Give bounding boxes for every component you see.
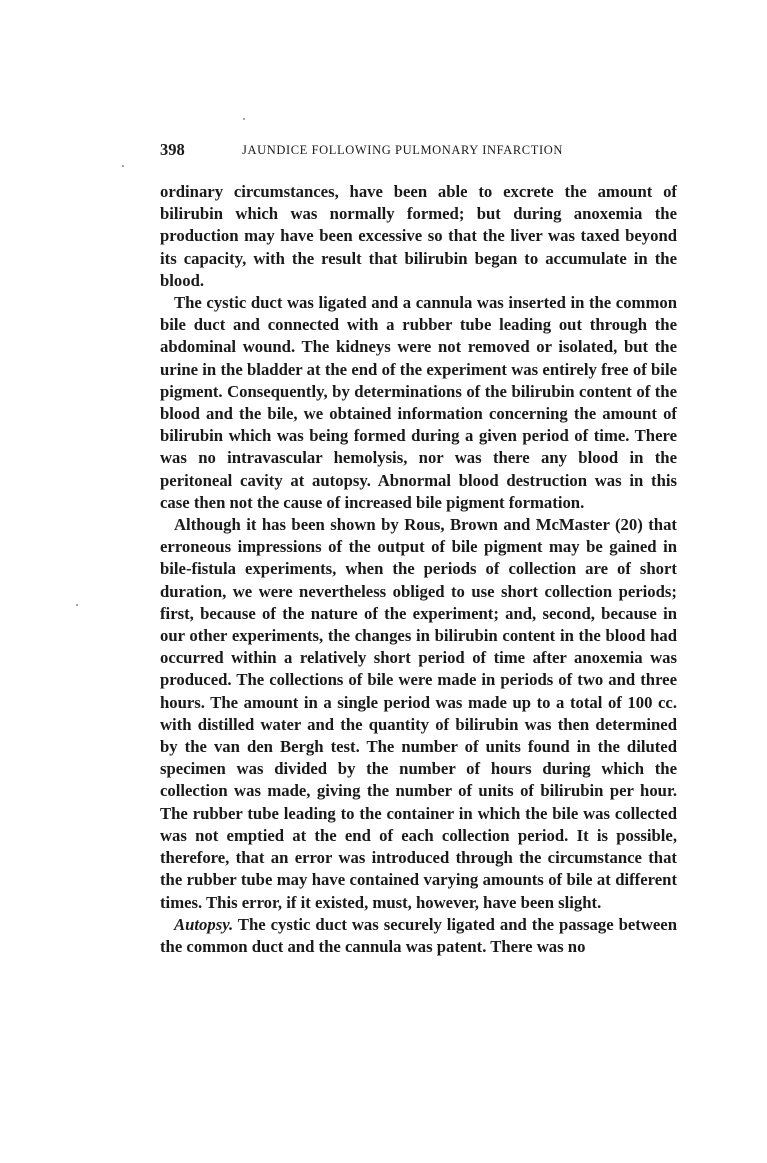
- paragraph: The cystic duct was ligated and a cannula was inserted in the common bile duct and connected with a rubber tube leading out through the abdominal wound. The kidneys were not removed or isolated, but the urine in the bladder at the end of the experiment was entirely free of bile pigment. Consequently, by determinations of the bilirubin content of the blood and the bile, we obtained information concerning the amount of bilirubin which was being formed during a given period of time. There was no intravascular hemolysis, nor was there any blood in the peritoneal cavity at autopsy. Abnormal blood destruction was in this case then not the cause of increased bile pigment formation.: [160, 293, 677, 512]
- paragraph: Although it has been shown by Rous, Brown and McMaster (20) that erroneous impressions of the output of bile pigment may be gained in bile-fistula experiments, when the periods of collection are of short duration, we were nevertheless obliged to use short collection periods; first, because of the nature of the experiment; and, second, because in our other experiments, the changes in bilirubin content in the blood had occurred within a relatively short period of time after anoxemia was produced. The collections of bile were made in periods of two and three hours. The amount in a single period was made up to a total of 100 cc. with distilled water and the quantity of bilirubin was then determined by the van den Bergh test. The number of units found in the diluted specimen was divided by the number of hours during which the collection was made, giving the number of units of bilirubin per hour. The rubber tube leading to the container in which the bile was collected was not emptied at the end of each collection period. It is possible, therefore, that an error was introduced through the circumstance that the rubber tube may have contained varying amounts of bile at different times. This error, if it existed, must, however, have been slight.: [160, 515, 677, 912]
- paragraph: Autopsy. The cystic duct was securely ligated and the passage between the common duct and the cannula was patent. There was no: [160, 914, 677, 956]
- section-lead: Autopsy.: [174, 914, 234, 934]
- running-title: JAUNDICE FOLLOWING PULMONARY INFARCTION: [242, 143, 563, 157]
- scan-speck: [243, 118, 245, 120]
- scan-speck: [76, 604, 78, 606]
- paragraph: ordinary circumstances, have been able to excrete the amount of bilirubin which was normally formed; but during anoxemia the production may have been excessive so that the liver was taxed beyond its capacity, with the result that bilirubin began to accumulate in the blood.: [160, 182, 677, 290]
- page-header: [160, 140, 680, 164]
- page-number: 398: [160, 140, 185, 159]
- body-text: [160, 181, 677, 958]
- scan-speck: [122, 165, 124, 167]
